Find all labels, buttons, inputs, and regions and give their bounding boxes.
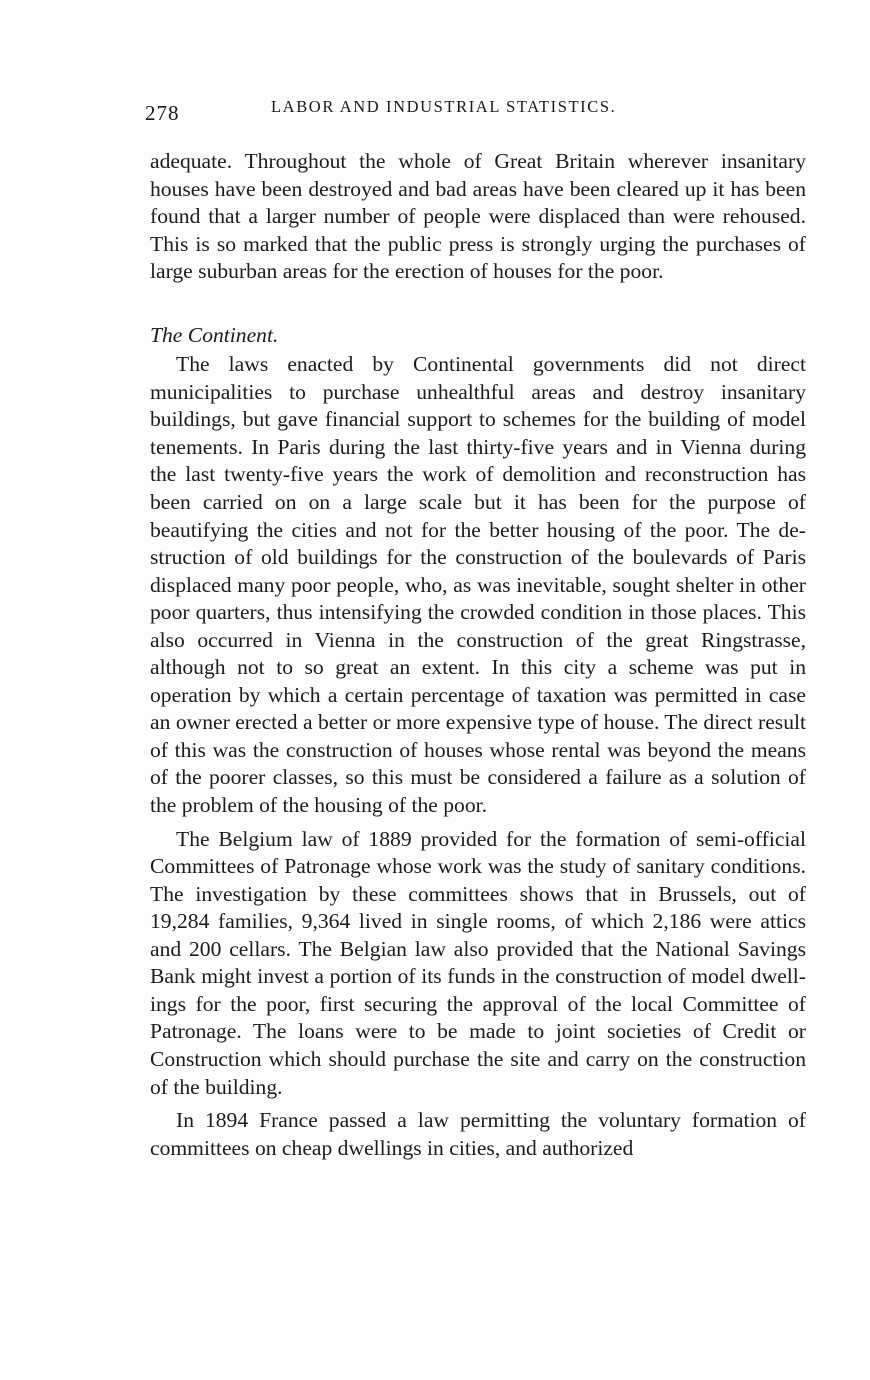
paragraph-continent: The laws enacted by Continental governments did not direct municipalities to purchase unhealthful areas and destroy insanitary buildings, but gave financial support to schemes for the building of model tenements. In Paris during the last thirty-five years and in Vienna during the last twenty-five years the work of demolition and reconstruction has been carried on on a large scale but it has been for the purpose of beautifying the cities and not for the better housing of the poor. The destruction of old buildings for the construction of the boulevards of Paris displaced many poor people, who, as was inevitable, sought shelter in other poor quarters, thus intensifying the crowded condition in those places. This also occurred in Vienna in the construction of the great Ringstrasse, although not to so great an extent. In this city a scheme was put in operation by which a certain percentage of taxation was permitted in case an owner erected a better or more expensive type of house. The direct result of this was the construction of houses whose rental was beyond the means of the poorer classes, so this must be considered a failure as a solution of the problem of the housing of the poor. xyxy=(150,352,806,818)
paragraph-continuation: adequate. Throughout the whole of Great Britain wherever insanitary houses have been destroyed and bad areas have been cleared up it has been found that a larger number of people were displaced than were rehoused. This is so marked that the public press is strongly urging the purchases of large suburban areas for the erection of houses for the poor. xyxy=(150,149,806,284)
running-title: LABOR AND INDUSTRIAL STATISTICS. xyxy=(271,97,617,116)
page-number: 278 xyxy=(145,101,180,125)
paragraph-belgium: The Belgium law of 1889 provided for the formation of semi-official Committees of Patronage whose work was the study of sanitary conditions. The investigation by these committees shows that in Brussels, out of 19,284 families, 9,364 lived in single rooms, of which 2,186 were attics and 200 cellars. The Belgian law also provided that the National Savings Bank might invest a portion of its funds in the construction of model dwellings for the poor, first securing the approval of the local Committee of Patronage. The loans were to be made to joint societies of Credit or Construction which should purchase the site and carry on the construction of the building. xyxy=(150,826,806,1099)
body-text xyxy=(150,148,806,1162)
paragraph-france: In 1894 France passed a law permitting the voluntary formation of committees on cheap dwellings in cities, and authorized xyxy=(150,1108,806,1160)
page-header xyxy=(145,97,810,127)
section-heading: The Continent. xyxy=(150,322,279,347)
